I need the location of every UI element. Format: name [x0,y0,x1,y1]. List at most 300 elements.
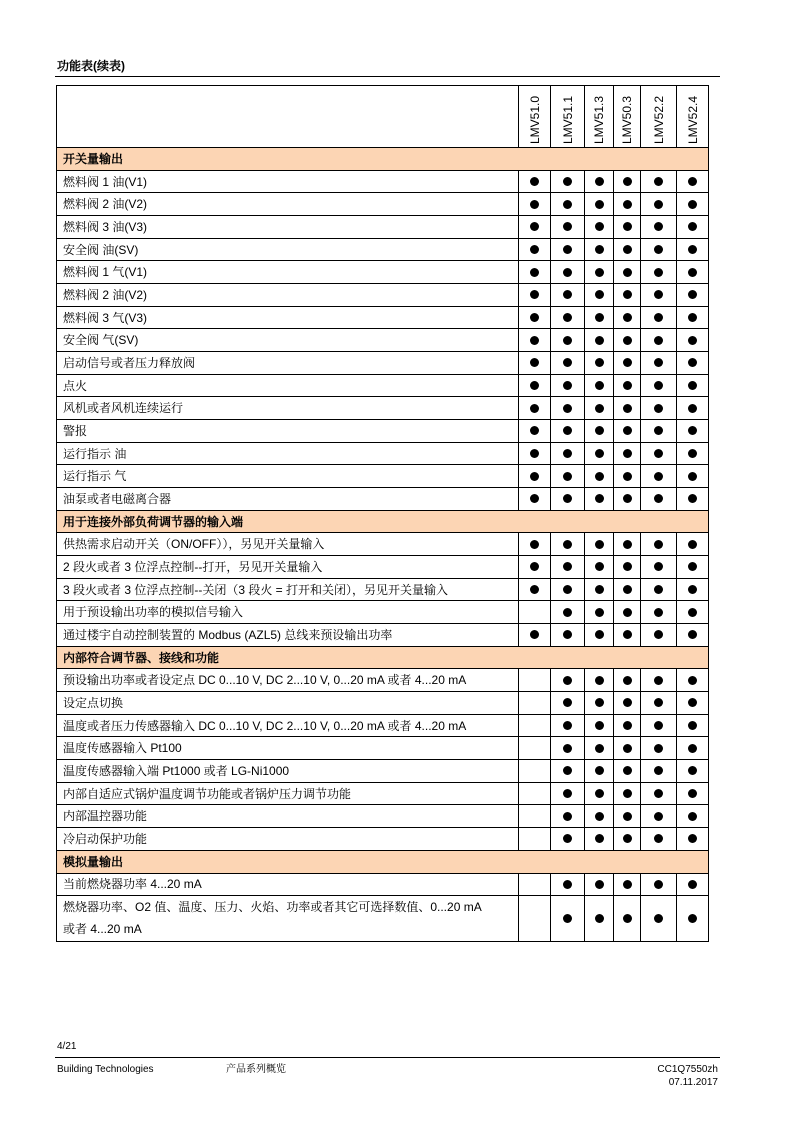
column-header-lmv51-3 [585,86,614,148]
mark-cell-lmv50-3 [614,692,641,715]
feature-mark [563,313,572,322]
feature-mark [563,914,572,923]
feature-mark [654,608,663,617]
feature-mark [530,404,539,413]
feature-mark [530,449,539,458]
feature-mark [623,449,632,458]
mark-cell-lmv50-3 [614,420,641,443]
feature-mark [530,562,539,571]
mark-cell-lmv51-3 [585,420,614,443]
feature-mark [563,177,572,186]
mark-cell-lmv51-1 [551,692,585,715]
feature-mark [595,880,604,889]
mark-cell-lmv51-1 [551,624,585,647]
feature-mark [688,472,697,481]
column-header-label: LMV50.3 [620,95,634,144]
footer-date: 07.11.2017 [668,1077,718,1088]
feature-mark [654,381,663,390]
mark-cell-lmv52-2 [641,239,677,262]
feature-mark [595,426,604,435]
mark-cell-lmv51-3 [585,533,614,556]
mark-cell-lmv51-1 [551,828,585,851]
mark-cell-lmv51-0 [519,261,551,284]
feature-mark [654,562,663,571]
mark-cell-lmv51-0 [519,579,551,602]
mark-cell-lmv50-3 [614,533,641,556]
feature-mark [595,494,604,503]
feature-mark [530,494,539,503]
mark-cell-lmv50-3 [614,329,641,352]
mark-cell-lmv52-2 [641,805,677,828]
mark-cell-lmv51-1 [551,488,585,511]
mark-cell-lmv51-1 [551,352,585,375]
mark-cell-lmv52-2 [641,669,677,692]
mark-cell-lmv50-3 [614,443,641,466]
mark-cell-lmv52-2 [641,465,677,488]
feature-mark [563,608,572,617]
feature-label: 安全阀 油(SV) [57,239,519,262]
mark-cell-lmv51-3 [585,488,614,511]
feature-mark [563,721,572,730]
feature-mark [623,630,632,639]
mark-cell-lmv52-2 [641,397,677,420]
feature-mark [595,200,604,209]
feature-label: 预设输出功率或者设定点 DC 0...10 V, DC 2...10 V, 0...20 mA 或者 4...20 mA [57,669,519,692]
feature-mark [563,290,572,299]
mark-cell-lmv51-0 [519,737,551,760]
feature-mark [688,698,697,707]
mark-cell-lmv50-3 [614,193,641,216]
mark-cell-lmv51-0 [519,443,551,466]
feature-mark [595,698,604,707]
feature-mark [595,630,604,639]
mark-cell-lmv52-2 [641,420,677,443]
label-column-header [57,86,519,148]
mark-cell-lmv51-1 [551,579,585,602]
feature-mark [654,834,663,843]
mark-cell-lmv51-0 [519,760,551,783]
feature-mark [530,336,539,345]
mark-cell-lmv51-1 [551,601,585,624]
feature-label: 温度传感器输入端 Pt1000 或者 LG-Ni1000 [57,760,519,783]
feature-mark [688,585,697,594]
mark-cell-lmv50-3 [614,261,641,284]
mark-cell-lmv52-2 [641,556,677,579]
feature-mark [688,880,697,889]
feature-mark [688,200,697,209]
column-header-lmv52-2 [641,86,677,148]
feature-mark [623,472,632,481]
feature-mark [623,177,632,186]
feature-mark [623,744,632,753]
mark-cell-lmv51-1 [551,307,585,330]
feature-mark [654,313,663,322]
feature-mark [623,404,632,413]
feature-mark [563,358,572,367]
feature-mark [563,268,572,277]
mark-cell-lmv52-4 [677,352,709,375]
feature-label: 运行指示 气 [57,465,519,488]
feature-mark [595,834,604,843]
mark-cell-lmv51-0 [519,193,551,216]
feature-mark [595,585,604,594]
feature-label: 当前燃烧器功率 4...20 mA [57,874,519,897]
mark-cell-lmv51-1 [551,465,585,488]
mark-cell-lmv52-2 [641,443,677,466]
mark-cell-lmv52-4 [677,624,709,647]
mark-cell-lmv52-2 [641,488,677,511]
feature-mark [623,585,632,594]
mark-cell-lmv51-0 [519,556,551,579]
feature-mark [530,358,539,367]
feature-mark [530,585,539,594]
feature-mark [623,880,632,889]
mark-cell-lmv51-3 [585,352,614,375]
mark-cell-lmv51-3 [585,307,614,330]
feature-label: 风机或者风机连续运行 [57,397,519,420]
footer-document-title: 产品系列概览 [226,1064,286,1075]
mark-cell-lmv51-1 [551,896,585,941]
mark-cell-lmv51-1 [551,284,585,307]
feature-mark [563,744,572,753]
mark-cell-lmv51-3 [585,760,614,783]
mark-cell-lmv52-4 [677,533,709,556]
footer-rule [55,1057,720,1058]
feature-mark [654,494,663,503]
mark-cell-lmv52-2 [641,715,677,738]
mark-cell-lmv52-4 [677,261,709,284]
feature-mark [654,245,663,254]
mark-cell-lmv51-1 [551,171,585,194]
mark-cell-lmv52-4 [677,692,709,715]
mark-cell-lmv51-3 [585,601,614,624]
feature-mark [530,290,539,299]
feature-mark [595,268,604,277]
feature-mark [623,381,632,390]
mark-cell-lmv51-3 [585,805,614,828]
feature-mark [595,812,604,821]
feature-mark [623,268,632,277]
mark-cell-lmv51-3 [585,874,614,897]
feature-mark [623,562,632,571]
mark-cell-lmv50-3 [614,397,641,420]
mark-cell-lmv51-0 [519,896,551,941]
feature-mark [654,630,663,639]
mark-cell-lmv52-4 [677,284,709,307]
mark-cell-lmv51-3 [585,692,614,715]
mark-cell-lmv51-0 [519,171,551,194]
column-header-lmv52-4 [677,86,709,148]
feature-mark [623,245,632,254]
mark-cell-lmv51-0 [519,216,551,239]
feature-mark [563,336,572,345]
mark-cell-lmv52-4 [677,488,709,511]
mark-cell-lmv51-3 [585,737,614,760]
section-title: 内部符合调节器、接线和功能 [57,647,709,670]
feature-mark [595,540,604,549]
mark-cell-lmv50-3 [614,760,641,783]
mark-cell-lmv51-1 [551,443,585,466]
feature-label: 燃料阀 2 油(V2) [57,284,519,307]
mark-cell-lmv52-2 [641,579,677,602]
feature-mark [563,449,572,458]
feature-label: 燃料阀 3 油(V3) [57,216,519,239]
mark-cell-lmv52-2 [641,284,677,307]
mark-cell-lmv51-1 [551,375,585,398]
feature-mark [563,540,572,549]
feature-mark [654,676,663,685]
feature-mark [654,472,663,481]
mark-cell-lmv51-3 [585,783,614,806]
feature-mark [530,313,539,322]
mark-cell-lmv52-4 [677,193,709,216]
feature-mark [688,313,697,322]
mark-cell-lmv50-3 [614,284,641,307]
mark-cell-lmv51-0 [519,533,551,556]
mark-cell-lmv51-0 [519,284,551,307]
feature-mark [688,540,697,549]
feature-label: 启动信号或者压力释放阀 [57,352,519,375]
page-number: 4/21 [57,1041,77,1052]
feature-mark [688,426,697,435]
mark-cell-lmv50-3 [614,579,641,602]
mark-cell-lmv50-3 [614,874,641,897]
feature-mark [595,608,604,617]
feature-mark [595,914,604,923]
mark-cell-lmv51-0 [519,805,551,828]
feature-label: 用于预设输出功率的模拟信号输入 [57,601,519,624]
feature-mark [654,744,663,753]
mark-cell-lmv51-1 [551,669,585,692]
mark-cell-lmv50-3 [614,715,641,738]
feature-mark [563,766,572,775]
feature-mark [623,336,632,345]
section-title: 用于连接外部负荷调节器的输入端 [57,511,709,534]
feature-label: 内部自适应式锅炉温度调节功能或者锅炉压力调节功能 [57,783,519,806]
column-header-label: LMV51.0 [527,95,542,144]
feature-mark [688,358,697,367]
feature-mark [563,676,572,685]
feature-label: 燃料阀 1 气(V1) [57,261,519,284]
mark-cell-lmv50-3 [614,737,641,760]
feature-label-line: 或者 4...20 mA [63,922,142,937]
mark-cell-lmv50-3 [614,216,641,239]
mark-cell-lmv51-3 [585,261,614,284]
mark-cell-lmv51-3 [585,284,614,307]
feature-mark [688,789,697,798]
feature-mark [654,290,663,299]
mark-cell-lmv52-4 [677,760,709,783]
mark-cell-lmv51-1 [551,874,585,897]
mark-cell-lmv51-1 [551,533,585,556]
feature-mark [563,381,572,390]
mark-cell-lmv50-3 [614,171,641,194]
mark-cell-lmv50-3 [614,783,641,806]
feature-mark [623,789,632,798]
mark-cell-lmv50-3 [614,828,641,851]
feature-mark [654,540,663,549]
feature-mark [654,404,663,413]
mark-cell-lmv52-2 [641,216,677,239]
feature-label: 2 段火或者 3 位浮点控制--打开，另见开关量输入 [57,556,519,579]
feature-mark [563,698,572,707]
column-header-lmv51-0 [519,86,551,148]
feature-mark [688,222,697,231]
mark-cell-lmv52-4 [677,828,709,851]
feature-mark [530,540,539,549]
feature-mark [623,200,632,209]
mark-cell-lmv52-2 [641,874,677,897]
feature-mark [688,630,697,639]
mark-cell-lmv51-3 [585,329,614,352]
feature-mark [688,177,697,186]
feature-mark [563,494,572,503]
feature-mark [595,404,604,413]
feature-label: 燃料阀 2 油(V2) [57,193,519,216]
feature-mark [688,268,697,277]
feature-mark [688,290,697,299]
feature-mark [530,245,539,254]
feature-mark [595,721,604,730]
column-header-label: LMV51.3 [592,95,606,144]
mark-cell-lmv51-0 [519,420,551,443]
mark-cell-lmv52-2 [641,193,677,216]
mark-cell-lmv51-1 [551,556,585,579]
feature-mark [595,789,604,798]
feature-mark [654,914,663,923]
feature-mark [595,449,604,458]
feature-label [57,896,519,941]
feature-mark [595,744,604,753]
mark-cell-lmv52-4 [677,715,709,738]
mark-cell-lmv52-2 [641,533,677,556]
mark-cell-lmv52-4 [677,874,709,897]
feature-mark [623,721,632,730]
feature-table [56,85,709,942]
mark-cell-lmv51-3 [585,397,614,420]
mark-cell-lmv50-3 [614,601,641,624]
feature-mark [563,404,572,413]
feature-mark [688,766,697,775]
feature-mark [688,494,697,503]
mark-cell-lmv51-1 [551,715,585,738]
mark-cell-lmv50-3 [614,465,641,488]
mark-cell-lmv51-3 [585,556,614,579]
mark-cell-lmv52-2 [641,692,677,715]
mark-cell-lmv51-0 [519,601,551,624]
feature-label: 燃料阀 1 油(V1) [57,171,519,194]
mark-cell-lmv51-3 [585,171,614,194]
feature-mark [654,789,663,798]
feature-label: 警报 [57,420,519,443]
mark-cell-lmv51-3 [585,239,614,262]
feature-mark [688,914,697,923]
feature-label: 油泵或者电磁离合器 [57,488,519,511]
feature-mark [654,177,663,186]
feature-mark [595,472,604,481]
mark-cell-lmv51-0 [519,783,551,806]
feature-label: 点火 [57,375,519,398]
mark-cell-lmv51-0 [519,465,551,488]
feature-label: 通过楼宇自动控制装置的 Modbus (AZL5) 总线来预设输出功率 [57,624,519,647]
feature-mark [654,449,663,458]
column-header-lmv51-1 [551,86,585,148]
feature-mark [654,426,663,435]
feature-mark [623,426,632,435]
feature-mark [688,676,697,685]
mark-cell-lmv51-0 [519,624,551,647]
feature-mark [623,540,632,549]
feature-label: 设定点切换 [57,692,519,715]
column-header-label: LMV52.4 [685,95,700,144]
mark-cell-lmv52-4 [677,171,709,194]
mark-cell-lmv52-2 [641,737,677,760]
mark-cell-lmv52-2 [641,261,677,284]
feature-mark [563,630,572,639]
mark-cell-lmv52-4 [677,669,709,692]
mark-cell-lmv51-1 [551,397,585,420]
feature-mark [688,336,697,345]
feature-mark [654,721,663,730]
header-rule [55,76,720,77]
mark-cell-lmv52-2 [641,307,677,330]
feature-mark [595,358,604,367]
mark-cell-lmv52-4 [677,329,709,352]
mark-cell-lmv52-2 [641,828,677,851]
mark-cell-lmv51-1 [551,261,585,284]
column-header-label: LMV51.1 [560,95,575,144]
mark-cell-lmv52-4 [677,397,709,420]
feature-mark [688,721,697,730]
mark-cell-lmv50-3 [614,896,641,941]
mark-cell-lmv52-2 [641,171,677,194]
feature-mark [530,472,539,481]
feature-mark [654,812,663,821]
feature-mark [595,562,604,571]
feature-mark [595,336,604,345]
mark-cell-lmv52-2 [641,783,677,806]
feature-mark [623,313,632,322]
feature-label-line: 燃烧器功率、O2 值、温度、压力、火焰、功率或者其它可选择数值、0...20 mA [63,900,482,915]
feature-mark [530,426,539,435]
feature-mark [563,789,572,798]
feature-mark [654,880,663,889]
feature-label: 燃料阀 3 气(V3) [57,307,519,330]
feature-mark [530,222,539,231]
feature-mark [654,585,663,594]
mark-cell-lmv51-3 [585,465,614,488]
feature-mark [654,698,663,707]
feature-mark [563,222,572,231]
mark-cell-lmv51-0 [519,874,551,897]
mark-cell-lmv52-4 [677,783,709,806]
feature-label: 温度传感器输入 Pt100 [57,737,519,760]
mark-cell-lmv51-1 [551,216,585,239]
mark-cell-lmv50-3 [614,488,641,511]
mark-cell-lmv51-1 [551,805,585,828]
mark-cell-lmv51-1 [551,329,585,352]
mark-cell-lmv51-1 [551,760,585,783]
feature-mark [595,177,604,186]
feature-mark [654,358,663,367]
mark-cell-lmv52-4 [677,239,709,262]
column-header-label: LMV52.2 [651,95,666,144]
mark-cell-lmv51-1 [551,193,585,216]
mark-cell-lmv50-3 [614,556,641,579]
feature-mark [654,766,663,775]
mark-cell-lmv52-4 [677,307,709,330]
footer-company: Building Technologies [57,1064,154,1075]
